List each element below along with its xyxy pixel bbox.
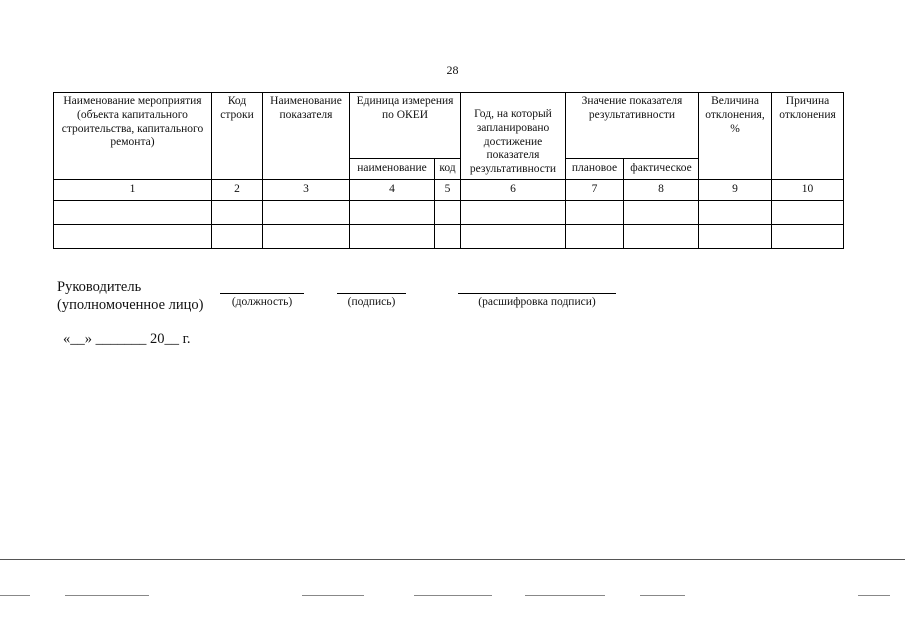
header-unit-name: наименование [350, 159, 435, 180]
position-line [220, 293, 304, 294]
scan-artifact [65, 595, 149, 596]
column-number: 10 [772, 180, 844, 201]
header-actual: фактическое [624, 159, 699, 180]
header-row-code: Код строки [212, 93, 263, 180]
empty-cell [699, 225, 772, 249]
signature-line [337, 293, 406, 294]
column-number: 9 [699, 180, 772, 201]
empty-cell [435, 201, 461, 225]
signatory-role: Руководитель [57, 279, 142, 295]
empty-cell [624, 201, 699, 225]
header-value: Значение показателя результативности [566, 93, 699, 159]
signature-block [57, 278, 227, 314]
signature-caption: (подпись) [347, 296, 396, 308]
footer-rule [0, 559, 905, 560]
empty-cell [566, 225, 624, 249]
header-reason: Причина отклонения [772, 93, 844, 180]
column-number: 6 [461, 180, 566, 201]
page-number: 28 [446, 63, 459, 77]
empty-cell [350, 201, 435, 225]
empty-cell [263, 225, 350, 249]
empty-cell [212, 225, 263, 249]
header-event-name: Наименование мероприятия (объекта капитального строительства, капитального ремонта) [54, 93, 212, 180]
column-number-row [54, 180, 844, 201]
header-unit-code: код [435, 159, 461, 180]
empty-cell [212, 201, 263, 225]
empty-cell [54, 201, 212, 225]
header-indicator-name: Наименование показателя [263, 93, 350, 180]
scan-artifact [640, 595, 685, 596]
results-table [53, 92, 844, 249]
decoding-caption: (расшифровка подписи) [478, 296, 596, 308]
date-line: «__» _______ 20__ г. [63, 331, 191, 347]
scan-artifact [414, 595, 492, 596]
empty-cell [350, 225, 435, 249]
empty-cell [566, 201, 624, 225]
decoding-line [458, 293, 616, 294]
empty-cell [772, 201, 844, 225]
empty-cell [772, 225, 844, 249]
header-year: Год, на который запланировано достижение показателя результативности [461, 93, 566, 180]
column-number: 8 [624, 180, 699, 201]
empty-cell [54, 225, 212, 249]
empty-cell [461, 225, 566, 249]
header-planned: плановое [566, 159, 624, 180]
column-number: 4 [350, 180, 435, 201]
scan-artifact [0, 595, 30, 596]
empty-cell [624, 225, 699, 249]
scan-artifact [858, 595, 890, 596]
table-row [54, 225, 844, 249]
empty-cell [699, 201, 772, 225]
empty-cell [461, 201, 566, 225]
table-row [54, 201, 844, 225]
header-row-1 [54, 93, 844, 159]
column-number: 7 [566, 180, 624, 201]
header-unit: Единица измерения по ОКЕИ [350, 93, 461, 159]
header-deviation: Величина отклонения, % [699, 93, 772, 180]
column-number: 3 [263, 180, 350, 201]
position-caption: (должность) [231, 296, 293, 308]
empty-cell [263, 201, 350, 225]
scan-artifact [302, 595, 364, 596]
scan-artifact [525, 595, 605, 596]
column-number: 5 [435, 180, 461, 201]
column-number: 2 [212, 180, 263, 201]
empty-cell [435, 225, 461, 249]
signatory-role-note: (уполномоченное лицо) [57, 297, 204, 314]
column-number: 1 [54, 180, 212, 201]
